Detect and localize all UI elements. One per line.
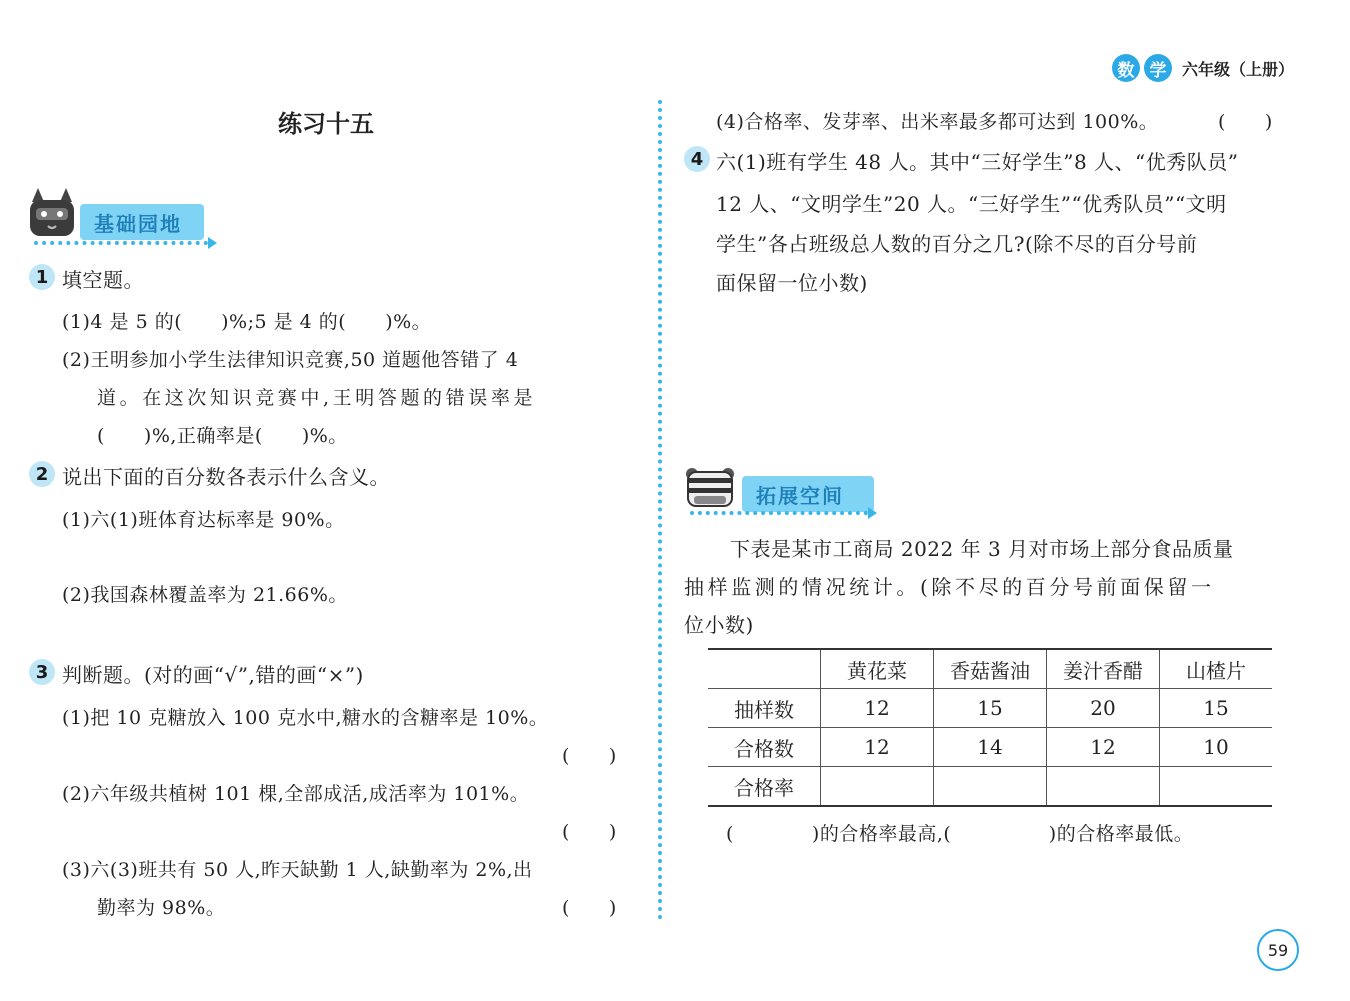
page-divider (658, 100, 662, 920)
q2-line-2: (2)我国森林覆盖率为 21.66%。 (62, 584, 348, 606)
ext-line-2: 抽样监测的情况统计。(除不尽的百分号前面保留一 (684, 575, 1215, 599)
table-header-cell: 姜汁香醋 (1047, 649, 1160, 689)
q3-line-1: (1)把 10 克糖放入 100 克水中,糖水的含糖率是 10%。 (62, 707, 549, 729)
table-cell: 合格数 (708, 728, 821, 767)
q3-line-4: (4)合格率、发芽率、出米率最多都可达到 100%。 (716, 111, 1159, 133)
grade-label: 六年级（上册） (1182, 59, 1295, 79)
table-cell: 合格率 (708, 767, 821, 807)
table-row (708, 728, 1272, 767)
q3-line-2: (2)六年级共植树 101 棵,全部成活,成活率为 101%。 (62, 783, 530, 805)
q1-line-2: (2)王明参加小学生法律知识竞赛,50 道题他答错了 4 (62, 349, 519, 371)
table-cell: 14 (934, 728, 1047, 767)
page-number: 59 (1257, 929, 1299, 971)
subject-badges (1112, 54, 1294, 82)
q4-line-3: 学生”各占班级总人数的百分之几?(除不尽的百分号前 (716, 232, 1198, 256)
table-cell (1047, 767, 1160, 807)
q1-title: 填空题。 (62, 268, 144, 292)
answer-paren-2: ( ) (562, 821, 617, 843)
section-banner-extend: 拓展空间 (742, 476, 874, 512)
section-underline-extend (690, 511, 868, 515)
animal-mascot-icon (28, 188, 76, 240)
table-header-cell (708, 649, 821, 689)
table-cell (1160, 767, 1273, 807)
quality-table (708, 648, 1272, 807)
q1-line-1: (1)4 是 5 的( )%;5 是 4 的( )%。 (62, 311, 432, 333)
ext-line-3: 位小数) (684, 613, 754, 637)
table-cell: 12 (1047, 728, 1160, 767)
table-cell (934, 767, 1047, 807)
table-cell: 20 (1047, 689, 1160, 728)
question-number-3: 3 (29, 659, 55, 685)
answer-paren-1: ( ) (562, 745, 617, 767)
ext-line-1: 下表是某市工商局 2022 年 3 月对市场上部分食品质量 (730, 537, 1234, 561)
table-header-row (708, 649, 1272, 689)
ext-answer-line: ( )的合格率最高,( )的合格率最低。 (726, 823, 1194, 845)
subject-badge-math-1: 数 (1112, 54, 1140, 82)
question-number-2: 2 (29, 461, 55, 487)
table-header-cell: 香菇酱油 (934, 649, 1047, 689)
table-cell: 抽样数 (708, 689, 821, 728)
q2-title: 说出下面的百分数各表示什么含义。 (62, 465, 390, 489)
table-header-cell: 山楂片 (1160, 649, 1273, 689)
question-number-4: 4 (684, 146, 710, 172)
section-banner-basic: 基础园地 (80, 204, 204, 240)
q3-line-3: (3)六(3)班共有 50 人,昨天缺勤 1 人,缺勤率为 2%,出 (62, 859, 533, 881)
table-cell: 12 (821, 689, 934, 728)
q4-line-2: 12 人、“文明学生”20 人。“三好学生”“优秀队员”“文明 (716, 192, 1227, 216)
table-cell: 15 (1160, 689, 1273, 728)
page-title: 练习十五 (278, 110, 374, 138)
table-cell: 12 (821, 728, 934, 767)
table-cell: 10 (1160, 728, 1273, 767)
table-row (708, 689, 1272, 728)
q4-line-1: 六(1)班有学生 48 人。其中“三好学生”8 人、“优秀队员” (716, 150, 1239, 174)
arrow-icon (868, 507, 877, 519)
table-cell (821, 767, 934, 807)
q3-title: 判断题。(对的画“√”,错的画“×”) (62, 663, 364, 687)
subject-badge-math-2: 学 (1144, 54, 1172, 82)
table-header-cell: 黄花菜 (821, 649, 934, 689)
table-row (708, 767, 1272, 807)
zebra-mascot-icon (684, 466, 736, 510)
q1-line-3: 道。在这次知识竞赛中,王明答题的错误率是 (97, 387, 537, 409)
q2-line-1: (1)六(1)班体育达标率是 90%。 (62, 509, 345, 531)
q1-line-4: ( )%,正确率是( )%。 (97, 425, 348, 447)
q4-line-4: 面保留一位小数) (716, 271, 868, 295)
question-number-1: 1 (29, 264, 55, 290)
q3-line-3b: 勤率为 98%。 (97, 897, 226, 919)
arrow-icon (208, 237, 217, 249)
answer-paren-3: ( ) (562, 897, 617, 919)
table-cell: 15 (934, 689, 1047, 728)
section-underline-basic (34, 241, 208, 245)
answer-paren-4: ( ) (1218, 111, 1273, 133)
